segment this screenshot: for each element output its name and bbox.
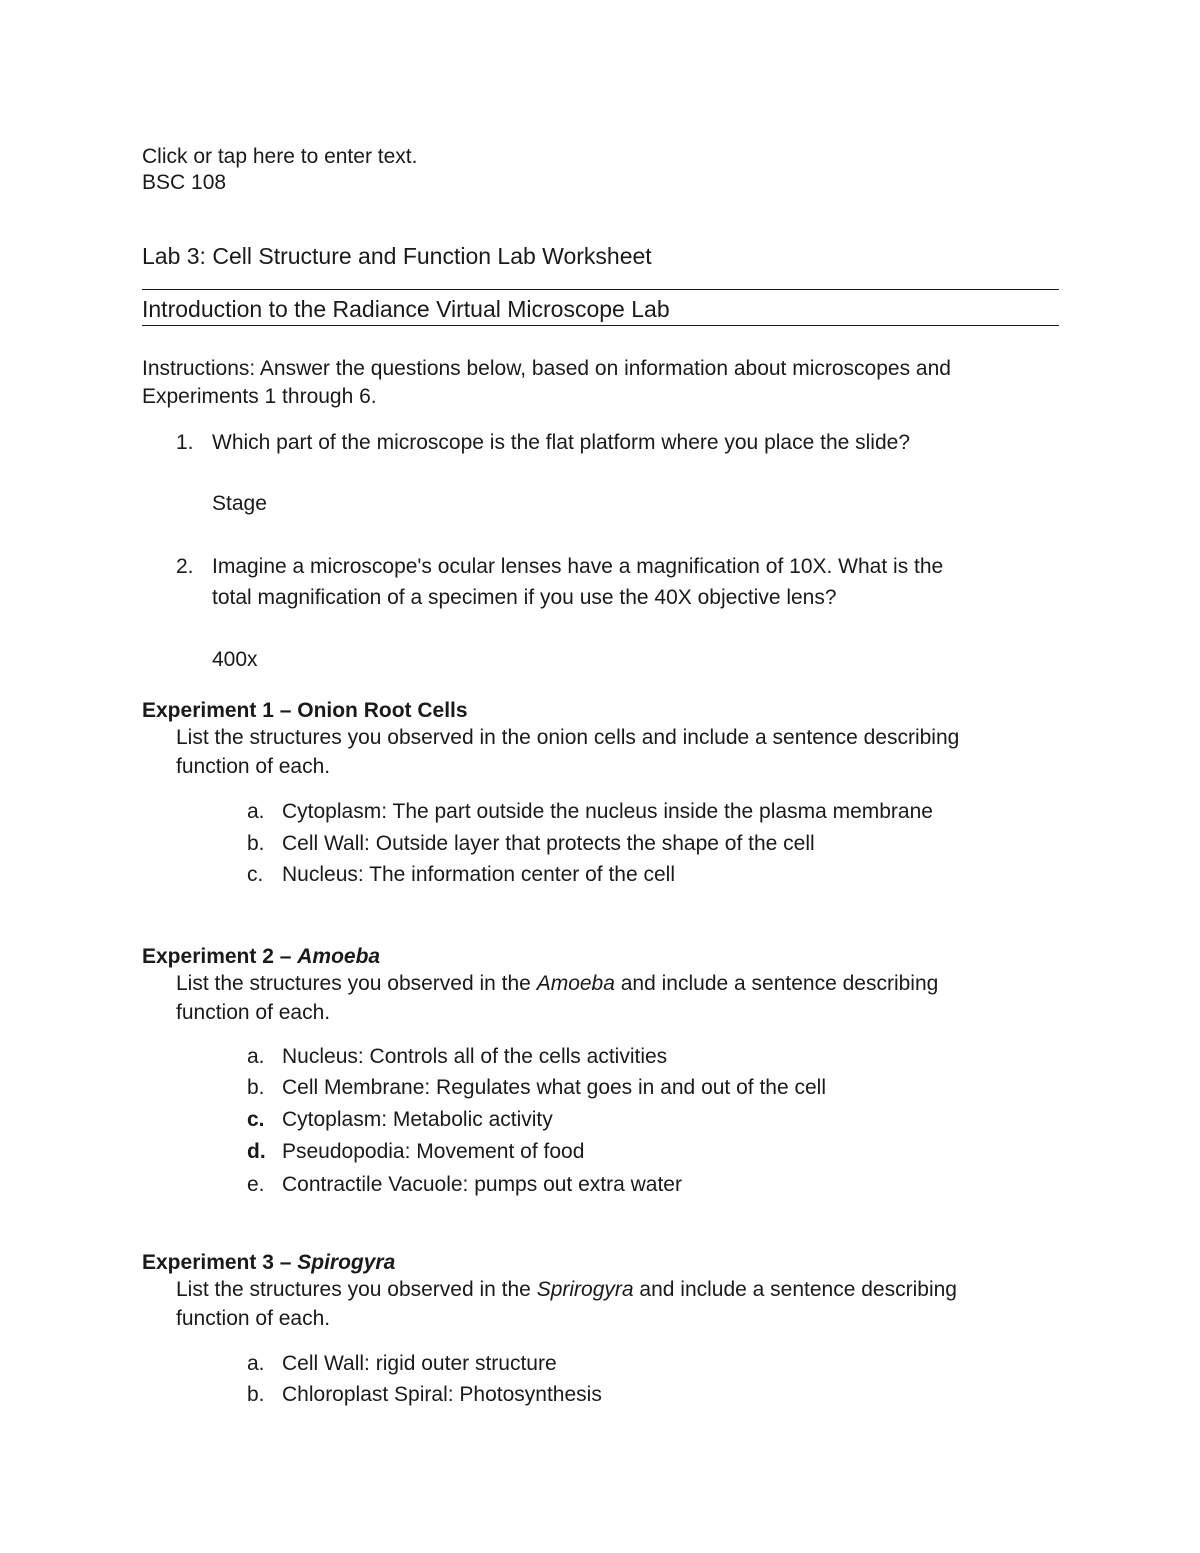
prompt-text: and include a sentence describing bbox=[633, 1278, 957, 1301]
experiment-2-prompt-line-2: function of each. bbox=[176, 1001, 331, 1024]
experiment-heading-prefix: Experiment 3 – bbox=[142, 1251, 298, 1274]
organism-name: Sprirogyra bbox=[536, 1278, 634, 1301]
question-2-text-line-2: total magnification of a specimen if you use the 40X objective lens? bbox=[212, 586, 837, 609]
page-title: Lab 3: Cell Structure and Function Lab Worksheet bbox=[142, 243, 652, 269]
student-name-field[interactable]: Click or tap here to enter text. bbox=[142, 145, 418, 168]
experiment-1-prompt-line-2: function of each. bbox=[176, 755, 331, 778]
subtitle-divider bbox=[142, 325, 1059, 326]
question-2-answer[interactable]: 400x bbox=[212, 648, 258, 671]
question-1-text: Which part of the microscope is the flat platform where you place the slide? bbox=[212, 431, 911, 454]
experiment-heading-name: Spirogyra bbox=[297, 1251, 396, 1274]
course-code: BSC 108 bbox=[142, 171, 227, 194]
experiment-2-answer-item[interactable]: Cell Membrane: Regulates what goes in and out of the cell bbox=[282, 1076, 826, 1099]
experiment-2-answer-item[interactable]: Pseudopodia: Movement of food bbox=[282, 1140, 585, 1163]
question-number: 1. bbox=[176, 431, 194, 454]
experiment-heading-name: Amoeba bbox=[297, 945, 381, 968]
list-marker: b. bbox=[247, 1383, 265, 1406]
experiment-2-prompt-line-1 bbox=[176, 972, 938, 996]
experiment-heading-name: Onion Root Cells bbox=[297, 699, 468, 722]
question-number: 2. bbox=[176, 555, 194, 578]
prompt-text: List the structures you observed in the bbox=[176, 1278, 537, 1301]
instructions-line-2: Experiments 1 through 6. bbox=[142, 385, 377, 408]
list-marker: e. bbox=[247, 1173, 265, 1196]
instructions-line-1: Instructions: Answer the questions below, based on information about microscopes and bbox=[142, 357, 951, 380]
experiment-3-prompt-line-1 bbox=[176, 1278, 957, 1302]
experiment-heading-prefix: Experiment 1 – bbox=[142, 699, 298, 722]
experiment-3-heading bbox=[142, 1251, 395, 1275]
experiment-1-answer-item[interactable]: Cell Wall: Outside layer that protects the shape of the cell bbox=[282, 832, 815, 855]
experiment-3-prompt-line-2: function of each. bbox=[176, 1307, 331, 1330]
experiment-2-answer-item[interactable]: Contractile Vacuole: pumps out extra water bbox=[282, 1173, 682, 1196]
experiment-heading-prefix: Experiment 2 – bbox=[142, 945, 298, 968]
experiment-1-prompt-line-1: List the structures you observed in the onion cells and include a sentence describing bbox=[176, 726, 960, 749]
experiment-3-answer-item[interactable]: Chloroplast Spiral: Photosynthesis bbox=[282, 1383, 602, 1406]
experiment-2-heading bbox=[142, 945, 380, 969]
experiment-3-answer-item[interactable]: Cell Wall: rigid outer structure bbox=[282, 1352, 557, 1375]
section-subtitle: Introduction to the Radiance Virtual Microscope Lab bbox=[142, 296, 670, 322]
title-divider bbox=[142, 289, 1059, 290]
prompt-text: List the structures you observed in the bbox=[176, 972, 537, 995]
experiment-1-heading bbox=[142, 699, 468, 723]
list-marker: d. bbox=[247, 1140, 266, 1163]
list-marker: c. bbox=[247, 863, 264, 886]
experiment-1-answer-item[interactable]: Nucleus: The information center of the cell bbox=[282, 863, 675, 886]
question-2-text-line-1: Imagine a microscope's ocular lenses have a magnification of 10X. What is the bbox=[212, 555, 944, 578]
list-marker: c. bbox=[247, 1108, 265, 1131]
prompt-text: and include a sentence describing bbox=[614, 972, 939, 995]
list-marker: a. bbox=[247, 1352, 265, 1375]
list-marker: a. bbox=[247, 1045, 265, 1068]
experiment-2-answer-item[interactable]: Cytoplasm: Metabolic activity bbox=[282, 1108, 553, 1131]
experiment-2-answer-item[interactable]: Nucleus: Controls all of the cells activities bbox=[282, 1045, 668, 1068]
list-marker: b. bbox=[247, 832, 265, 855]
list-marker: a. bbox=[247, 800, 265, 823]
experiment-1-answer-item[interactable]: Cytoplasm: The part outside the nucleus inside the plasma membrane bbox=[282, 800, 933, 823]
question-1-answer[interactable]: Stage bbox=[212, 492, 267, 515]
list-marker: b. bbox=[247, 1076, 265, 1099]
organism-name: Amoeba bbox=[536, 972, 615, 995]
